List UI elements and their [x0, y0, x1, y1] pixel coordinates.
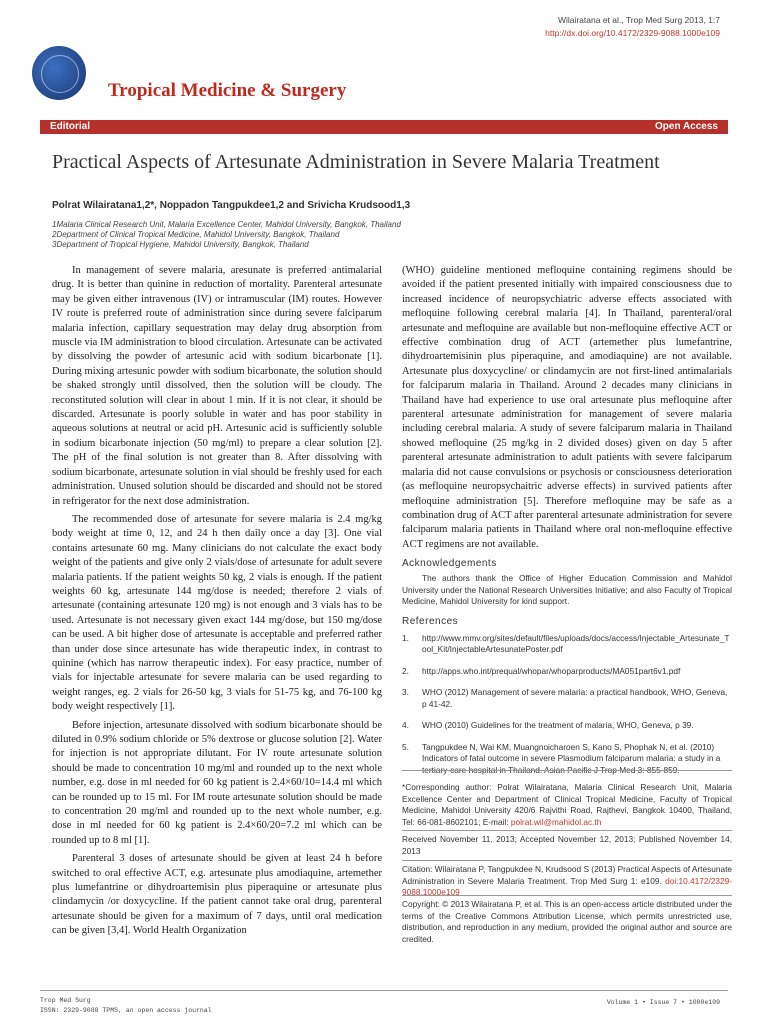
corresponding-author: *Corresponding author: Polrat Wilairatana, Malaria Clinical Research Unit, Malaria Excellence Center and Department of Clinical Tropical Medicine, Faculty of Tropical Medicine, Mahidol University 420/6 Rajvithi Road, Rajthevi, Bangkok 10400, Thailand, Tel: 66-081-8602101; E-mail: polrat.wil@mahidol.ac.th [402, 782, 732, 827]
article-authors: Polrat Wilairatana1,2*, Noppadon Tangpukdee1,2 and Srivicha Krudsood1,3 [52, 200, 411, 211]
affiliation-1: 1Malaria Clinical Research Unit, Malaria Excellence Center, Mahidol University, Bangkok, Thailand [52, 220, 401, 229]
footer-issn: ISSN: 2329-9088 TPMS, an open access journal [40, 1007, 212, 1014]
author-email-link[interactable]: polrat.wil@mahidol.ac.th [510, 816, 602, 827]
left-column [52, 264, 382, 943]
body-paragraph: In management of severe malaria, aresunate is preferred antimalarial drug. It is better than quinine in reduction of mortality. Parenteral artesunate may be given either intravenous (IV) or intramuscular (IM) routes. However IV route is preferred route of administration since during severe falciparum malaria infection, capillary sequestration may delay drug absorption from muscle via IM administration to blood circulation. Artesunate can be activated by dissolving the powder of artesunic acid with sodium bicarbonate [1]. During mixing artesunic powder with sodium bicarbonate, the solution should be shaked strongly until dissolved, then the solution will be cloudy. The reconstituted solution will clear in about 1 min. If it is not clear, it should be discarded. Artesunate is poorly soluble in water and has poor stability in aqueous solutions at neutral or acid pH. Artesunic acid is sufficiently soluble in sodium bicarbonate injection (50 mg/ml) to prepare a clear solution [2]. The pH of the final solution is not greater than 8. After dissolving with sodium bicarbonate, artesunate solution in vial should be freshly used for each administration. Unused solution should be discarded and should not be stored in refrigerator for the next dose administration. [52, 265, 382, 507]
body-paragraph: Before injection, artesunate dissolved with sodium bicarbonate should be diluted in 0.9% sodium chloride or 5% dextrose or glucose solution [2]. Water for injection is not appropriate dilutant. For IV route artesunate solution should be made to concentration 10 mg/ml and rounded up to the next whole number, e.g. dose in ml needed for 60 kg patient is 2.4×60/10=14.4 ml which can be rounded up to 15 ml. For IM route artesunate solution should be made to concentration 20 mg/ml and rounded up to the next whole number, e.g. dose in ml needed for 60 kg patient is 2.4×60/20=7.2 ml which can be rounded up to 8 ml [1]. [52, 719, 382, 846]
footer-divider [40, 990, 728, 991]
body-paragraph: (WHO) guideline mentioned mefloquine containing regimens should be avoided if the patient presented initially with impaired consciousness due to increased incidence of neuropsychiatric adverse effects associated with mefloquine following cerebral malaria [4]. In Thailand, parenteral/oral artesunate and mefloquine are available but non-mefloquine effective ACT or effective combination drug of ACT (artemether plus lumefantrine, dihydroartemisinin plus piperaquine, and amodiaquine) are not available. Artesunate plus doxycycline/ or clindamycin are not first-lined antimalarials for falciparum malaria in Thailand. Around 2 decades many clinicians in Thailand have had experience to use oral artesunate plus mefloquine after parenteral artesunate administration for management of severe malaria including cerebral malaria. A study of severe falciparum malaria in Thailand showed mefloquine (25 mg/kg in 2 divided doses) given on day 5 after parenteral artesunate administration to adult patients with severe falciparum malaria did not cause convulsions or psychosis or consciousness deterioration (as mefloquine neuropsychaitric adverse effects) in survived patients after mefloquine administration [5]. Therefore mefloquine may be safe as a combination drug of ACT after parenteral artesunate administration for severe falciparum malaria patients in Thailand where oral non-mefloquine effective ACT regimens are not available. [402, 265, 732, 550]
divider [402, 895, 732, 896]
reference-item: 4. WHO (2010) Guidelines for the treatment of malaria, WHO, Geneva, p 39. [402, 720, 694, 731]
acknowledgements-heading: Acknowledgements [402, 558, 497, 570]
divider [402, 770, 732, 771]
divider [402, 860, 732, 861]
affiliation-3: 3Department of Tropical Hygiene, Mahidol University, Bangkok, Thailand [52, 240, 309, 249]
body-paragraph: The recommended dose of artesunate for severe malaria is 2.4 mg/kg body weight at time 0, 12, and 24 h then daily once a day [3]. One vial contains artesunate 60 mg. Many clinicians do not calculate the exact body weight of the patients and give only 2 vials/dose of artesunate for adult severe malaria patients. If the patient weights 50 kg, 2 vials is enough. If the patient weights 60 kg, artesunate 144 mg/dose is needed; therefore 2 vials of artesunate (containing artesunate 120 mg) is not enough and 3 vials has to be used. Artesunate is not necessary given exact 144 mg/dose, but 150 mg/dose can be used. A bit higher dose of artesunate is acceptable and preferred rather than under dose since artesunate has wide therapeutic index, in contrast to quinine (which has narrow therapeutic index). For easy practice, number of vials for injectable artesunate for severe malaria can be used regarding to weight ranges, eg. 2 vials for 26-50 kg, 3 vials for 51-75 kg, and 76-100 kg body weight respectively [1]. [52, 513, 382, 713]
citation-doi-link[interactable]: doi:10.4172/2329-9088.1000e109 [402, 875, 732, 897]
open-access-label: Open Access [655, 121, 718, 132]
reference-item: 2. http://apps.who.int/prequal/whopar/whoparproducts/MA051part6v1.pdf [402, 665, 681, 676]
references-list [402, 633, 732, 777]
section-band [40, 120, 728, 134]
header-citation: Wilairatana et al., Trop Med Surg 2013, 1:7 [557, 15, 720, 25]
body-paragraph: Parenteral 3 doses of artesunate should be given at least 24 h before switched to oral effective ACT, e.g. artesunate plus amodiaquine, artemether plus lumefantrine or dihydroartemisin plus piperaquine or artesunate plus clindamycin /or doxycycline. If the patient cannot take oral drug, parenteral artesunate should be given for a maximum of 7 days, until oral medication can be given [3,4]. World Health Organization [52, 853, 382, 937]
section-label: Editorial [50, 121, 91, 132]
references-heading: References [402, 615, 459, 627]
header-citation-block [545, 14, 720, 40]
citation-block: Citation: Wilairatana P, Tangpukdee N, Krudsood S (2013) Practical Aspects of Artesunate Administration in Severe Malaria Treatment. Trop Med Surg 1: e109. doi:10.4172/2329-9088.1000e109 [402, 864, 732, 897]
affiliation-2: 2Department of Clinical Tropical Medicine, Mahidol University, Bangkok, Thailand [52, 230, 340, 239]
journal-logo-icon [32, 46, 86, 100]
article-title: Practical Aspects of Artesunate Administration in Severe Malaria Treatment [52, 151, 660, 173]
right-column [402, 264, 732, 786]
divider [402, 830, 732, 831]
header-doi-link[interactable]: http://dx.doi.org/10.4172/2329-9088.1000e109 [545, 28, 720, 38]
copyright-notice: Copyright: © 2013 Wilairatana P, et al. This is an open-access article distributed under the terms of the Creative Commons Attribution License, which permits unrestricted use, distribution, and reproduction in any medium, provided the original author and source are credited. [402, 899, 732, 944]
footer-journal-info [40, 996, 212, 1016]
journal-title: Tropical Medicine & Surgery [108, 80, 347, 101]
acknowledgements-text: The authors thank the Office of Higher Education Commission and Mahidol University under the National Research Universities Initiative; and also Faculty of Tropical Medicine, Mahidol University for kind support. [402, 573, 732, 607]
footer-journal: Trop Med Surg [40, 997, 91, 1004]
article-dates: Received November 11, 2013; Accepted November 12, 2013; Published November 14, 2013 [402, 834, 732, 856]
reference-item: 1. http://www.mmv.org/sites/default/files/uploads/docs/access/Injectable_Artesunate_Tool_Kit/InjectableArtesunatePoster.pdf [402, 632, 730, 655]
reference-item: 3. WHO (2012) Management of severe malaria: a practical handbook, WHO, Geneva, p 41-42. [402, 687, 728, 709]
footer-volume: Volume 1 • Issue 7 • 1000e109 [606, 999, 720, 1006]
reference-item: 5. Tangpukdee N, Wai KM, Muangnoicharoen S, Kano S, Phophak N, et al. (2010) Indicators of fatal outcome in severe Plasmodium falciparum malaria: a study in a tertiary-care hospital in Thailand. Asian Pacific J Trop Med 3: 855-859. [402, 741, 721, 775]
